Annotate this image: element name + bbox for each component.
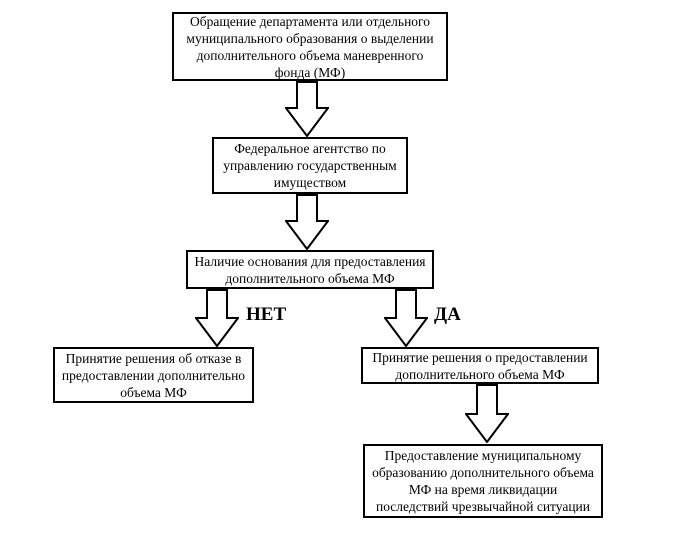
node-agency: Федеральное агентство по управлению государственным имуществом bbox=[212, 137, 408, 194]
arrow-down-yes-icon bbox=[384, 289, 428, 347]
node-request: Обращение департамента или отдельного муниципального образования о выделении дополнительного объема маневренного фонда (МФ) bbox=[172, 12, 448, 81]
branch-label-no: НЕТ bbox=[246, 304, 287, 325]
node-refusal: Принятие решения об отказе в предоставлении дополнительно объема МФ bbox=[53, 347, 254, 403]
arrow-down-icon bbox=[285, 194, 329, 250]
arrow-down-icon bbox=[285, 81, 329, 137]
node-approval: Принятие решения о предоставлении дополнительного объема МФ bbox=[361, 347, 599, 384]
branch-label-yes: ДА bbox=[434, 304, 461, 325]
arrow-down-icon bbox=[465, 384, 509, 443]
arrow-down-no-icon bbox=[195, 289, 239, 347]
node-provision: Предоставление муниципальному образованию дополнительного объема МФ на время ликвидации последствий чрезвычайной ситуации bbox=[363, 444, 603, 518]
node-grounds-decision: Наличие основания для предоставления дополнительного объема МФ bbox=[186, 250, 434, 289]
